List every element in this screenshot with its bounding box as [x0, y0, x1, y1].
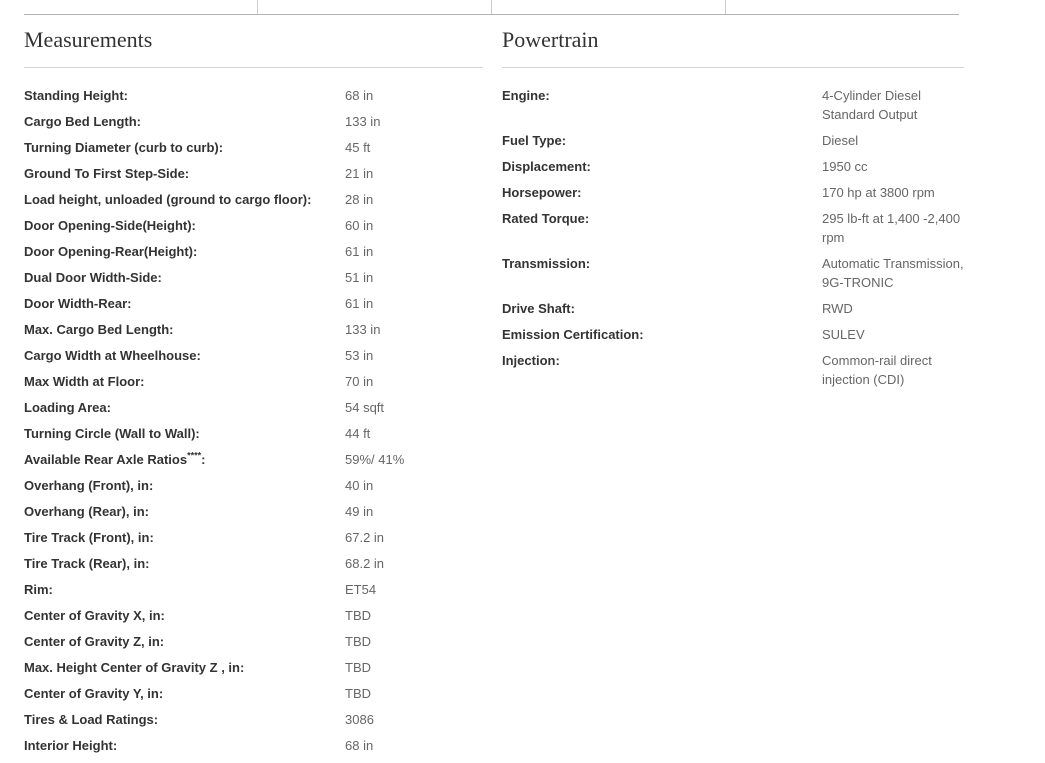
spec-row [24, 398, 483, 417]
spec-value: 133 in [345, 114, 381, 129]
spec-value: TBD [345, 686, 371, 701]
spec-label: Overhang (Front), in: [24, 478, 154, 493]
spec-label: Available Rear Axle Ratios****: [24, 450, 206, 467]
spec-row [24, 86, 483, 105]
spec-value: Diesel [822, 133, 859, 148]
spec-value: 1950 cc [822, 159, 868, 174]
spec-row [24, 138, 483, 157]
spec-row [24, 450, 483, 469]
spec-value: 45 ft [345, 140, 371, 155]
spec-row [24, 554, 483, 573]
spec-row [24, 476, 483, 495]
tab-item-1[interactable] [24, 0, 258, 14]
spec-label: Door Opening-Side(Height): [24, 218, 196, 233]
section-powertrain [502, 15, 964, 762]
spec-rows [24, 86, 483, 755]
spec-row [24, 190, 483, 209]
spec-value: 3086 [345, 712, 374, 727]
spec-value: 49 in [345, 504, 374, 519]
spec-label: Engine: [502, 88, 550, 103]
spec-row [24, 684, 483, 703]
spec-value: 28 in [345, 192, 374, 207]
spec-value: 60 in [345, 218, 374, 233]
spec-label: Ground To First Step-Side: [24, 166, 190, 181]
spec-row [502, 299, 964, 318]
spec-value: Automatic Transmission, 9G-TRONIC [822, 256, 964, 290]
spec-label: Transmission: [502, 256, 591, 271]
spec-label: Loading Area: [24, 400, 111, 415]
spec-rows [502, 86, 964, 389]
spec-value: RWD [822, 301, 853, 316]
spec-row [502, 325, 964, 344]
spec-label: Max. Cargo Bed Length: [24, 322, 174, 337]
spec-row [502, 86, 964, 124]
spec-label: Injection: [502, 353, 560, 368]
spec-value: 21 in [345, 166, 374, 181]
spec-row [24, 242, 483, 261]
spec-value: 68 in [345, 88, 374, 103]
spec-row [502, 157, 964, 176]
spec-label: Center of Gravity X, in: [24, 608, 165, 623]
spec-value: 68 in [345, 738, 374, 753]
spec-value: TBD [345, 660, 371, 675]
spec-value: 40 in [345, 478, 374, 493]
spec-label: Fuel Type: [502, 133, 567, 148]
section-divider [502, 67, 964, 68]
spec-row [24, 424, 483, 443]
spec-row [24, 112, 483, 131]
tab-item-2[interactable] [258, 0, 492, 14]
spec-row [24, 736, 483, 755]
spec-row [24, 502, 483, 521]
spec-value: 53 in [345, 348, 374, 363]
spec-row [24, 294, 483, 313]
section-title: Measurements [24, 27, 153, 52]
spec-label: Door Opening-Rear(Height): [24, 244, 198, 259]
spec-row [24, 216, 483, 235]
spec-row [502, 183, 964, 202]
spec-label: Rim: [24, 582, 53, 597]
spec-row [24, 606, 483, 625]
spec-value: TBD [345, 634, 371, 649]
spec-label: Turning Diameter (curb to curb): [24, 140, 224, 155]
footnote-asterisks: **** [187, 450, 202, 461]
section-measurements [24, 15, 483, 762]
spec-row [24, 710, 483, 729]
tab-item-3[interactable] [492, 0, 726, 14]
spec-label: Tires & Load Ratings: [24, 712, 159, 727]
spec-label: Cargo Bed Length: [24, 114, 141, 129]
spec-label: Door Width-Rear: [24, 296, 132, 311]
spec-value: 67.2 in [345, 530, 385, 545]
spec-row [24, 632, 483, 651]
spec-label: Max. Height Center of Gravity Z , in: [24, 660, 245, 675]
section-divider [24, 67, 483, 68]
spec-value: SULEV [822, 327, 865, 342]
spec-row [24, 372, 483, 391]
spec-row [502, 131, 964, 150]
spec-label: Rated Torque: [502, 211, 590, 226]
spec-row [24, 580, 483, 599]
spec-value: ET54 [345, 582, 377, 597]
spec-label: Load height, unloaded (ground to cargo floor): [24, 192, 312, 207]
spec-label: Center of Gravity Y, in: [24, 686, 164, 701]
spec-value: 68.2 in [345, 556, 385, 571]
spec-label: Standing Height: [24, 88, 128, 103]
spec-label: Turning Circle (Wall to Wall): [24, 426, 200, 441]
spec-row [24, 528, 483, 547]
spec-value: 61 in [345, 244, 374, 259]
spec-label: Tire Track (Rear), in: [24, 556, 150, 571]
spec-row [24, 164, 483, 183]
spec-label: Center of Gravity Z, in: [24, 634, 165, 649]
spec-label: Overhang (Rear), in: [24, 504, 149, 519]
spec-value: 61 in [345, 296, 374, 311]
spec-label: Drive Shaft: [502, 301, 575, 316]
spec-value: TBD [345, 608, 371, 623]
spec-label: Tire Track (Front), in: [24, 530, 154, 545]
spec-value: 170 hp at 3800 rpm [822, 185, 935, 200]
spec-value: 4-Cylinder Diesel Standard Output [822, 88, 921, 122]
spec-value: 295 lb-ft at 1,400 -2,400 rpm [822, 211, 961, 245]
spec-row [24, 658, 483, 677]
spec-label: Cargo Width at Wheelhouse: [24, 348, 201, 363]
spec-row [24, 268, 483, 287]
spec-columns [24, 15, 1045, 762]
tab-item-4[interactable] [726, 0, 959, 14]
spec-value: 51 in [345, 270, 374, 285]
spec-value: 133 in [345, 322, 381, 337]
spec-value: 44 ft [345, 426, 371, 441]
spec-label: Horsepower: [502, 185, 582, 200]
spec-value: 54 sqft [345, 400, 385, 415]
spec-value: 70 in [345, 374, 374, 389]
spec-row [502, 209, 964, 247]
spec-label: Interior Height: [24, 738, 118, 753]
section-title: Powertrain [502, 27, 599, 52]
spec-label: Max Width at Floor: [24, 374, 145, 389]
spec-row [502, 254, 964, 292]
spec-row [24, 346, 483, 365]
spec-label: Dual Door Width-Side: [24, 270, 162, 285]
spec-value: Common-rail direct injection (CDI) [822, 353, 932, 387]
spec-label: Emission Certification: [502, 327, 644, 342]
spec-value: 59%/ 41% [345, 452, 405, 467]
spec-row [24, 320, 483, 339]
spec-label: Displacement: [502, 159, 591, 174]
tab-bar [24, 0, 959, 15]
spec-row [502, 351, 964, 389]
